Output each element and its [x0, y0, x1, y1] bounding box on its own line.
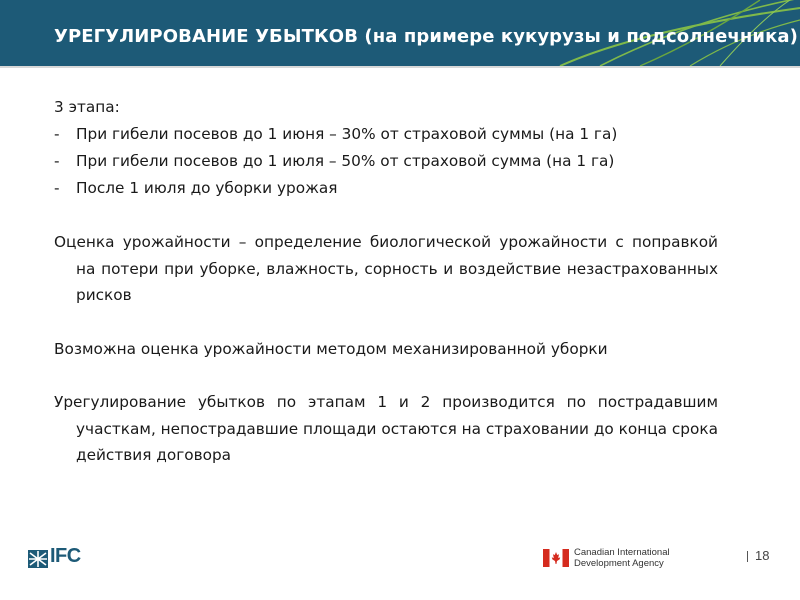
list-item: [54, 121, 718, 148]
list-marker: -: [54, 125, 60, 143]
list-item-text: После 1 июля до уборки урожая: [76, 179, 338, 197]
cida-logo: [543, 547, 733, 573]
mechanized-harvest-paragraph: Возможна оценка урожайности методом механизированной уборки: [54, 339, 608, 358]
loss-settlement-paragraph: Урегулирование убытков по этапам 1 и 2 производится по пострадавшим участкам, непострадавшие площади остаются на страховании до конца срока действия договора: [54, 393, 718, 464]
cida-name-line1: Canadian International: [574, 547, 670, 558]
slide-content: [54, 94, 718, 469]
header-banner: [0, 0, 800, 66]
list-marker: -: [54, 152, 60, 170]
list-item: [54, 175, 718, 202]
world-bank-grid-icon: [28, 550, 48, 568]
list-item-text: При гибели посевов до 1 июня – 30% от страховой суммы (на 1 га): [76, 125, 618, 143]
stages-intro: 3 этапа:: [54, 98, 120, 116]
ifc-logo-text: IFC: [50, 545, 81, 567]
canada-flag-icon: [543, 549, 569, 567]
list-marker: -: [54, 179, 60, 197]
list-item: [54, 148, 718, 175]
header-divider: [0, 66, 800, 68]
list-item-text: При гибели посевов до 1 июля – 50% от страховой сумма (на 1 га): [76, 152, 615, 170]
stages-list: [54, 121, 718, 202]
yield-assessment-paragraph: Оценка урожайности – определение биологической урожайности с поправкой на потери при уборке, влажность, сорность и воздействие незастрахованных рисков: [54, 233, 718, 304]
cida-name: [574, 547, 670, 569]
page-number: 18: [755, 548, 770, 563]
page-title: УРЕГУЛИРОВАНИЕ УБЫТКОВ (на примере кукурузы и подсолнечника): [54, 26, 798, 47]
page-number-separator: [747, 551, 748, 562]
cida-name-line2: Development Agency: [574, 558, 664, 569]
ifc-logo: [28, 545, 98, 568]
